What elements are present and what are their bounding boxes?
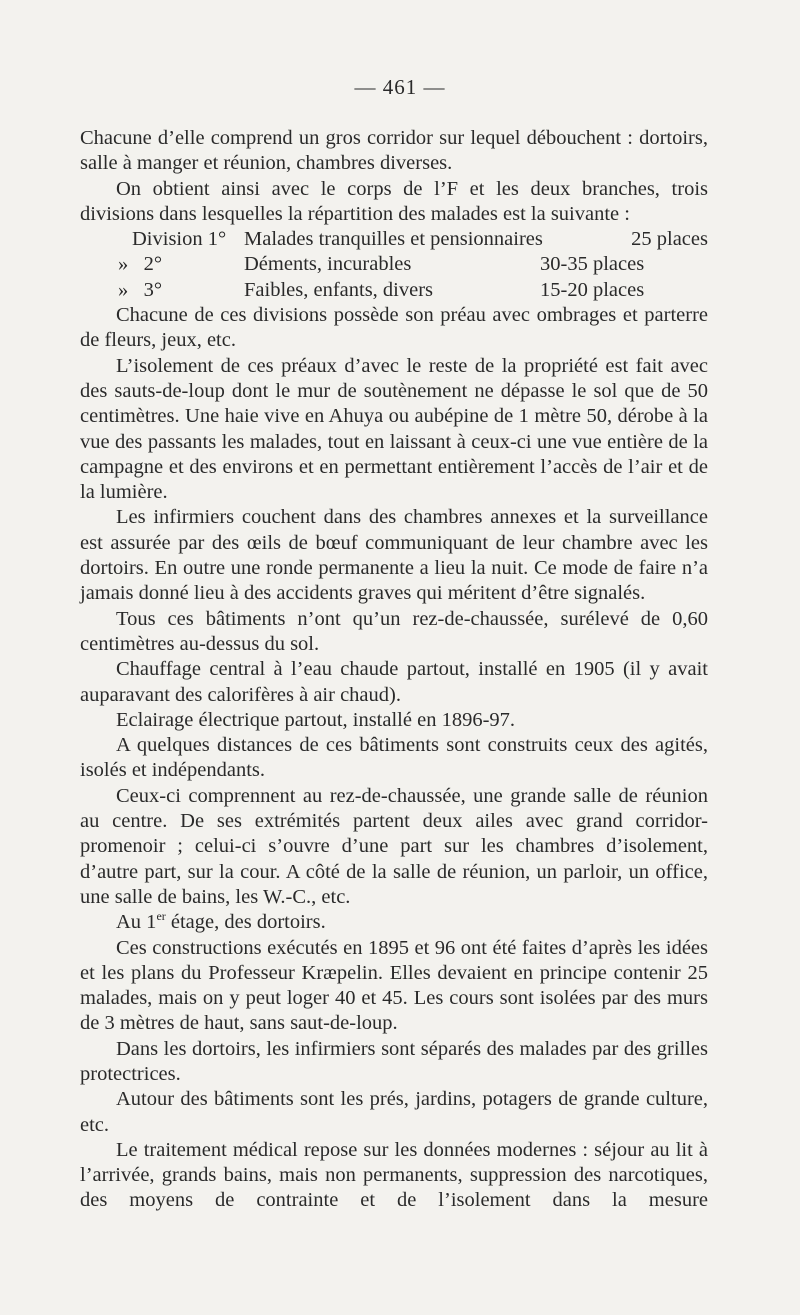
division-prefix: Division 1° [132,228,227,251]
paragraph: On obtient ainsi avec le corps de l’F et les deux branches, trois divisions dans lesquelles la répartition des malades est la suivante : [80,177,708,225]
division-description: Faibles, enfants, divers [244,278,434,301]
division-row [80,227,708,252]
paragraph-text: étage, des dortoirs. [165,911,326,934]
division-table [80,227,708,303]
paragraph: Chacune de ces divisions possède son préau avec ombrages et parterre de fleurs, jeux, etc. [80,304,708,352]
paragraph: Dans les dortoirs, les infirmiers sont séparés des malades par des grilles protectrices. [80,1037,708,1085]
paragraph: Ceux-ci comprennent au rez-de-chaussée, une grande salle de réunion au centre. De ses extrémités partent deux ailes avec grand corridor-promenoir ; celui-ci s’ouvre d’une part sur les chambres d’isolement, d’autre part, sur la cour. A côté de la salle de réunion, un parloir, un office, une salle de bains, les W.-C., etc. [80,784,708,908]
division-description: Malades tranquilles et pensionnaires [244,228,543,251]
paragraph: Chauffage central à l’eau chaude partout, installé en 1905 (il y avait auparavant des calorifères à air chaud). [80,658,708,706]
paragraph: Eclairage électrique partout, installé en 1896-97. [116,708,516,731]
paragraph: Tous ces bâtiments n’ont qu’un rez-de-chaussée, surélevé de 0,60 centimètres au-dessus du sol. [80,607,708,655]
division-places: 30-35 places [540,253,645,276]
division-row [80,252,708,277]
division-places: 15-20 places [540,278,645,301]
paragraph: Chacune d’elle comprend un gros corridor sur lequel débouchent : dortoirs, salle à manger et réunion, chambres diverses. [80,127,708,175]
body-text [80,126,708,1214]
paragraph [80,910,708,935]
paragraph: Ces constructions exécutés en 1895 et 96 ont été faites d’après les idées et les plans du Professeur Kræpelin. Elles devaient en principe contenir 25 malades, mais on y peut loger 40 et 45. Les cours sont isolées par des murs de 3 mètres de haut, sans saut-de-loup. [80,936,708,1035]
paragraph-text: Au 1 [116,911,157,934]
paragraph: Autour des bâtiments sont les prés, jardins, potagers de grande culture, etc. [80,1088,708,1136]
division-prefix: » 3° [118,278,163,301]
paragraph: Les infirmiers couchent dans des chambres annexes et la surveillance est assurée par des œils de bœuf communiquant de leur chambre avec les dortoirs. En outre une ronde permanente a lieu la nuit. Ce mode de faire n’a jamais donné lieu à des accidents graves qui méritent d’être signalés. [80,506,708,605]
division-prefix: » 2° [118,253,163,276]
division-description: Déments, incurables [244,253,412,276]
paragraph: Le traitement médical repose sur les données modernes : séjour au lit à l’arrivée, grands bains, mais non permanents, suppression des narcotiques, des moyens de contrainte et de l’isolement dans la mesure [80,1138,708,1212]
division-row [80,278,708,303]
paragraph: L’isolement de ces préaux d’avec le reste de la propriété est fait avec des sauts-de-loup dont le mur de soutènement ne dépasse le sol que de 50 centimètres. Une haie vive en Ahuya ou aubépine de 1 mètre 50, dérobe à la vue des passants les malades, tout en laissant à ceux-ci une vue entière de la campagne et des environs et en permettant entièrement l’accès de l’air et de la lumière. [80,354,708,504]
superscript: er [156,909,166,924]
division-places: 25 places [631,228,708,251]
page-number: — 461 — [354,75,446,99]
paragraph: A quelques distances de ces bâtiments sont construits ceux des agités, isolés et indépendants. [80,734,708,782]
